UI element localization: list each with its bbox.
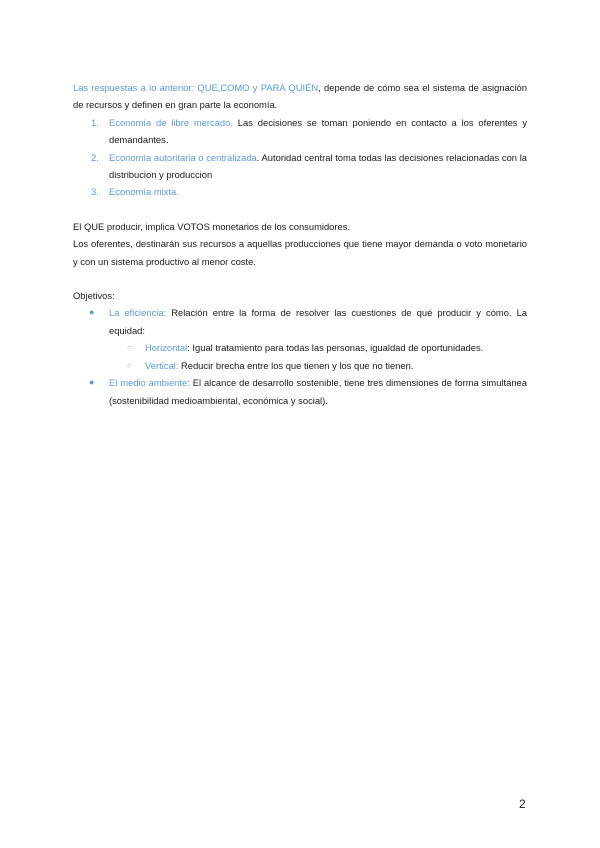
list-item (73, 149, 527, 184)
list-number: 1. (91, 116, 99, 128)
system-title: Economía de libre mercado. (109, 116, 233, 128)
circle-bullet-icon: ○ (127, 360, 132, 370)
objective-desc: El alcance de desarrollo sostenible, tiene tres dimensiones de forma simultánea (sostenibilidad medioambiental, económica y social). (109, 377, 527, 406)
spacer (73, 270, 527, 287)
list-item (73, 339, 527, 356)
spacer (73, 201, 527, 218)
intro-lead: Las respuestas a lo anterior: QUE,COMO y PARA QUIÉN (73, 82, 319, 93)
equity-title: Vertical: (145, 359, 179, 371)
objectives-heading: Objetivos: (73, 290, 115, 302)
objectives-list (73, 304, 527, 408)
system-desc: Las decisiones se toman poniendo en contacto a los oferentes y demandantes. (109, 116, 528, 146)
equity-desc: Reducir brecha entre los que tienen y los que no tienen. (178, 359, 414, 371)
intro-rest: , depende de cómo sea el sistema de asignación de recursos y definen en gran parte la economía. (73, 82, 527, 111)
list-number: 2. (91, 151, 99, 163)
list-number: 3. (91, 186, 99, 198)
equity-title: Horizontal (145, 342, 188, 354)
suppliers-paragraph: Los oferentes, destinarán sus recursos a aquellas producciones que tiene mayor demanda o voto monetario y con un sistema productivo al menor coste. (73, 238, 527, 267)
objective-desc: Relación entre la forma de resolver las cuestiones de qué producir y cómo. La equidad: (109, 307, 528, 336)
bullet-icon: ● (89, 377, 95, 388)
system-desc: . Autoridad central toma todas las decisiones relacionadas con la distribucion y produccion (109, 151, 527, 181)
economic-systems-list (73, 114, 527, 201)
system-title: Economía autoritaria o centralizada (109, 151, 257, 163)
list-item (73, 114, 527, 149)
objective-title: La eficiencia: (109, 307, 167, 319)
intro-paragraph (73, 79, 527, 114)
list-item (73, 374, 527, 409)
system-title: Economía mixta. (109, 186, 179, 198)
objective-title: El medio ambiente: (109, 377, 190, 389)
votes-line: El QUE producir, implica VOTOS monetarios de los consumidores. (73, 220, 351, 232)
page-number: 2 (519, 797, 526, 811)
list-item (73, 357, 527, 374)
list-item (73, 304, 527, 374)
document-page (73, 79, 527, 409)
equity-desc: : Igual tratamiento para todas las personas, igualdad de oportunidades. (187, 342, 484, 354)
bullet-icon: ● (89, 307, 95, 318)
circle-bullet-icon: ○ (127, 343, 132, 353)
list-item (73, 183, 527, 200)
equity-list (109, 339, 527, 374)
